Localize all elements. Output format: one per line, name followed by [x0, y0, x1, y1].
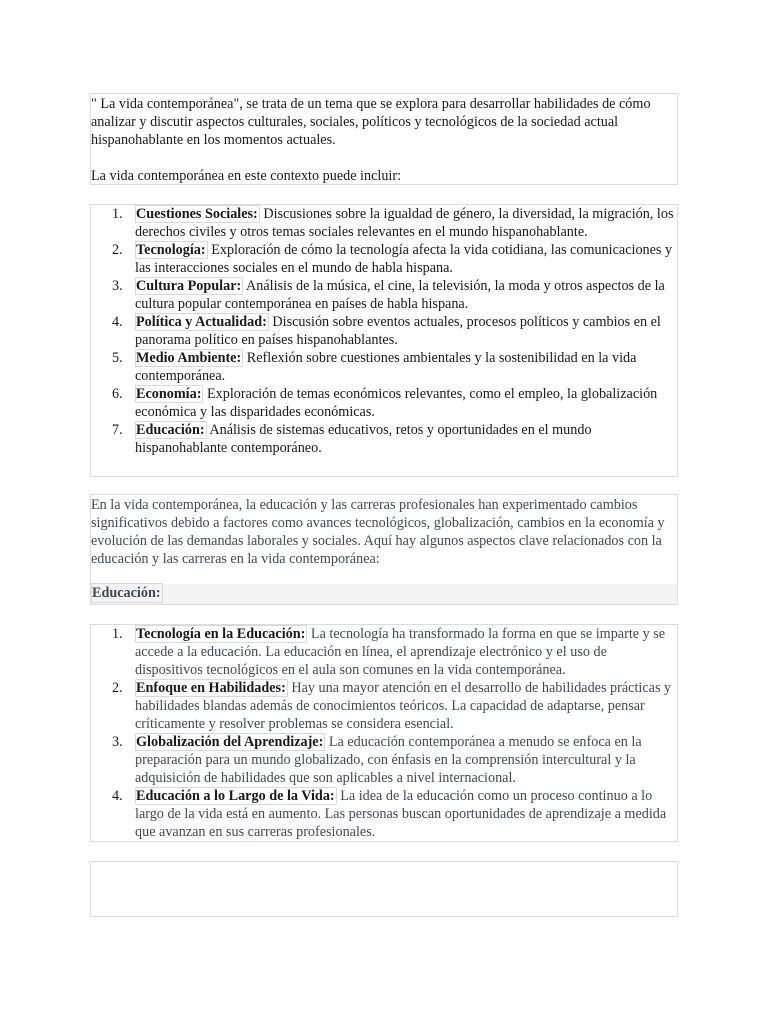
topics-list	[91, 205, 677, 457]
item-term: Globalización del Aprendizaje:	[136, 734, 324, 750]
item-text: Exploración de cómo la tecnología afecta la vida cotidiana, las comunicaciones y las interacciones sociales en el mundo de habla hispana.	[135, 242, 673, 276]
item-term: Tecnología:	[136, 242, 206, 258]
list-item	[135, 787, 677, 841]
context-section	[90, 494, 678, 605]
item-text: La idea de la educación como un proceso continuo a lo largo de la vida está en aumento. Las personas buscan oportunidades de aprendizaje a medida que avanzan en sus carreras profesionales.	[135, 788, 667, 840]
item-term: Educación a lo Largo de la Vida:	[136, 788, 335, 804]
list-item	[135, 205, 677, 241]
list-item	[135, 313, 677, 349]
list-item	[135, 679, 677, 733]
item-text: Análisis de sistemas educativos, retos y oportunidades en el mundo hispanohablante contemporáneo.	[135, 422, 592, 456]
item-text: Hay una mayor atención en el desarrollo de habilidades prácticas y habilidades blandas además de conocimientos teóricos. La capacidad de adaptarse, pensar críticamente y resolver problemas se considera esencial.	[135, 680, 672, 732]
item-term: Cultura Popular:	[136, 278, 242, 294]
list-item	[135, 385, 677, 421]
intro-lead: La vida contemporánea en este contexto puede incluir:	[91, 168, 402, 184]
item-text: Reflexión sobre cuestiones ambientales y la sostenibilidad en la vida contemporánea.	[135, 350, 637, 384]
item-text: Discusiones sobre la igualdad de género, la diversidad, la migración, los derechos civiles y otros temas sociales relevantes en el mundo hispanohablante.	[135, 206, 674, 240]
education-heading: Educación:	[92, 585, 161, 601]
intro-section	[90, 93, 678, 185]
list-item	[135, 241, 677, 277]
item-term: Medio Ambiente:	[136, 350, 242, 366]
intro-paragraph: " La vida contemporánea", se trata de un tema que se explora para desarrollar habilidades de cómo analizar y discutir aspectos culturales, sociales, políticos y tecnológicos de la sociedad actual hispanohablante en los momentos actuales.	[91, 96, 651, 148]
paragraph-spacer	[91, 149, 677, 167]
item-term: Enfoque en Habilidades:	[136, 680, 286, 696]
heading-strip	[91, 584, 677, 604]
item-text: La educación contemporánea a menudo se enfoca en la preparación para un mundo globalizado, con énfasis en la comprensión intercultural y la adquisición de habilidades que son aplicables a nivel internacional.	[135, 734, 642, 786]
list-item	[135, 349, 677, 385]
item-term: Tecnología en la Educación:	[136, 626, 306, 642]
topics-section	[90, 204, 678, 477]
item-term: Economía:	[136, 386, 202, 402]
list-item	[135, 421, 677, 457]
item-text: Discusión sobre eventos actuales, procesos políticos y cambios en el panorama político en países hispanohablantes.	[135, 314, 661, 348]
item-text: Exploración de temas económicos relevantes, como el empleo, la globalización económica y las disparidades económicas.	[135, 386, 658, 420]
education-section	[90, 624, 678, 842]
education-list	[91, 625, 677, 841]
item-text: Análisis de la música, el cine, la televisión, la moda y otros aspectos de la cultura popular contemporánea en países de habla hispana.	[135, 278, 665, 312]
context-paragraph: En la vida contemporánea, la educación y las carreras profesionales han experimentado cambios significativos debido a factores como avances tecnológicos, globalización, cambios en la economía y evolución de las demandas laborales y sociales. Aquí hay algunos aspectos clave relacionados con la educación y las carreras en la vida contemporánea:	[91, 497, 665, 567]
list-item	[135, 733, 677, 787]
item-term: Cuestiones Sociales:	[136, 206, 258, 222]
empty-section	[90, 861, 678, 917]
item-term: Política y Actualidad:	[136, 314, 267, 330]
item-term: Educación:	[136, 422, 205, 438]
item-text: La tecnología ha transformado la forma en que se imparte y se accede a la educación. La educación en línea, el aprendizaje electrónico y el uso de dispositivos tecnológicos en el aula son comunes en la vida contemporánea.	[135, 626, 666, 678]
list-item	[135, 277, 677, 313]
list-item	[135, 625, 677, 679]
